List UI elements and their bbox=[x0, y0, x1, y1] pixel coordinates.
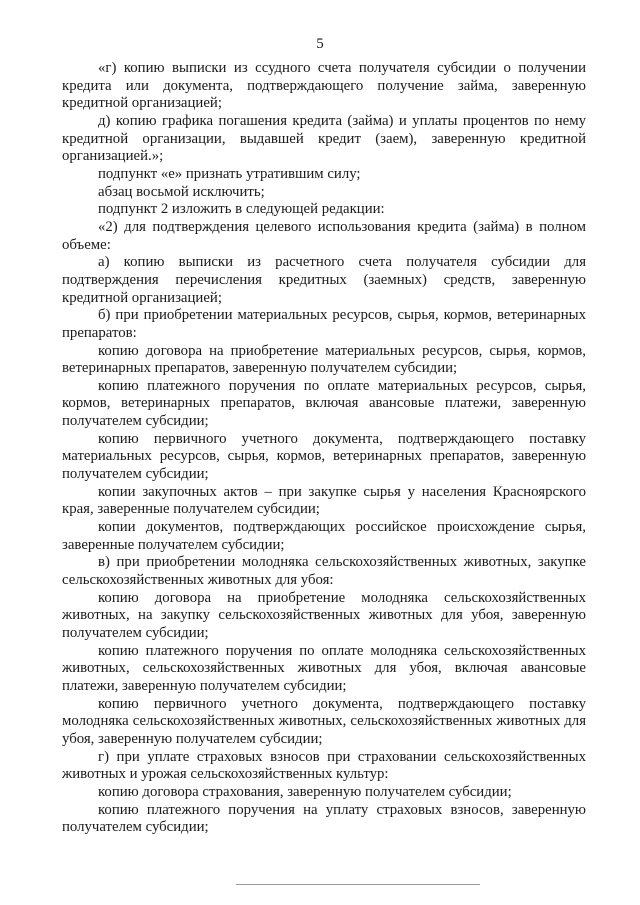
paragraph-g-ssudny-schet: «г) копию выписки из ссудного счета получателя субсидии о получении кредита или документа, подтверждающего получение займа, заверенную кредитной организацией; bbox=[62, 60, 586, 112]
page-number: 5 bbox=[316, 36, 324, 52]
paragraph-g-strakhovanie: г) при уплате страховых взносов при страховании сельскохозяйственных животных и урожая сельскохозяйственных культур: bbox=[62, 748, 586, 783]
paragraph-b-materialnye-resursy: б) при приобретении материальных ресурсов, сырья, кормов, ветеринарных препаратов: bbox=[62, 307, 586, 341]
paragraph-g-dogovor-strakhovaniya: копию договора страхования, заверенную получателем субсидии; bbox=[98, 783, 512, 800]
paragraph-b-pervichny-dokument: копию первичного учетного документа, подтверждающего поставку материальных ресурсов, сырья, кормов, ветеринарных препаратов, заверенную получателем субсидии; bbox=[62, 430, 586, 483]
paragraph-b-dogovor: копию договора на приобретение материальных ресурсов, сырья, кормов, ветеринарных препаратов, заверенную получателем субсидии; bbox=[62, 342, 586, 377]
paragraph-v-dogovor: копию договора на приобретение молодняка сельскохозяйственных животных, на закупку сельскохозяйственных животных для убоя, заверенную получателем субсидии; bbox=[62, 589, 586, 641]
paragraph-v-platezhnoe-poruchenie: копию платежного поручения по оплате молодняка сельскохозяйственных животных, сельскохозяйственных животных для убоя, включая авансовые платежи, заверенную получателем субсидии; bbox=[62, 642, 586, 694]
paragraph-abzats-vosmoy: абзац восьмой исключить; bbox=[98, 183, 265, 200]
paragraph-b-zakupochnye-akty: копии закупочных актов – при закупке сырья у населения Красноярского края, заверенные получателем субсидии; bbox=[62, 483, 586, 518]
paragraph-d-grafik-pogasheniya: д) копию графика погашения кредита (займа) и уплаты процентов по нему кредитной организации, выдавшей кредит (заем), заверенную кредитной организацией.»; bbox=[62, 112, 586, 165]
paragraph-a-raschetny-schet: а) копию выписки из расчетного счета получателя субсидии для подтверждения перечисления кредитных (заемных) средств, заверенную кредитной организацией; bbox=[62, 254, 586, 306]
paragraph-podpunkt-2-intro: подпункт 2 изложить в следующей редакции: bbox=[98, 201, 385, 218]
paragraph-v-molodnyak: в) при приобретении молодняка сельскохозяйственных животных, закупке сельскохозяйственных животных для убоя: bbox=[62, 554, 586, 589]
paragraph-b-platezhnoe-poruchenie: копию платежного поручения по оплате материальных ресурсов, сырья, кормов, ветеринарных препаратов, включая авансовые платежи, заверенную получателем субсидии; bbox=[62, 377, 586, 430]
paragraph-v-pervichny-dokument: копию первичного учетного документа, подтверждающего поставку молодняка сельскохозяйственных животных, сельскохозяйственных животных для убоя, заверенную получателем субсидии; bbox=[62, 695, 586, 747]
paragraph-g-platezhnoe-poruchenie: копию платежного поручения на уплату страховых взносов, заверенную получателем субсидии; bbox=[62, 801, 586, 836]
paragraph-podpunkt-e: подпункт «е» признать утратившим силу; bbox=[98, 165, 361, 182]
paragraph-b-proiskhozhdenie: копии документов, подтверждающих российское происхождение сырья, заверенные получателем субсидии; bbox=[62, 519, 586, 553]
paragraph-podpunkt-2-text: «2) для подтверждения целевого использования кредита (займа) в полном объеме: bbox=[62, 218, 586, 253]
document-body bbox=[62, 60, 586, 837]
footer-divider bbox=[236, 884, 480, 885]
